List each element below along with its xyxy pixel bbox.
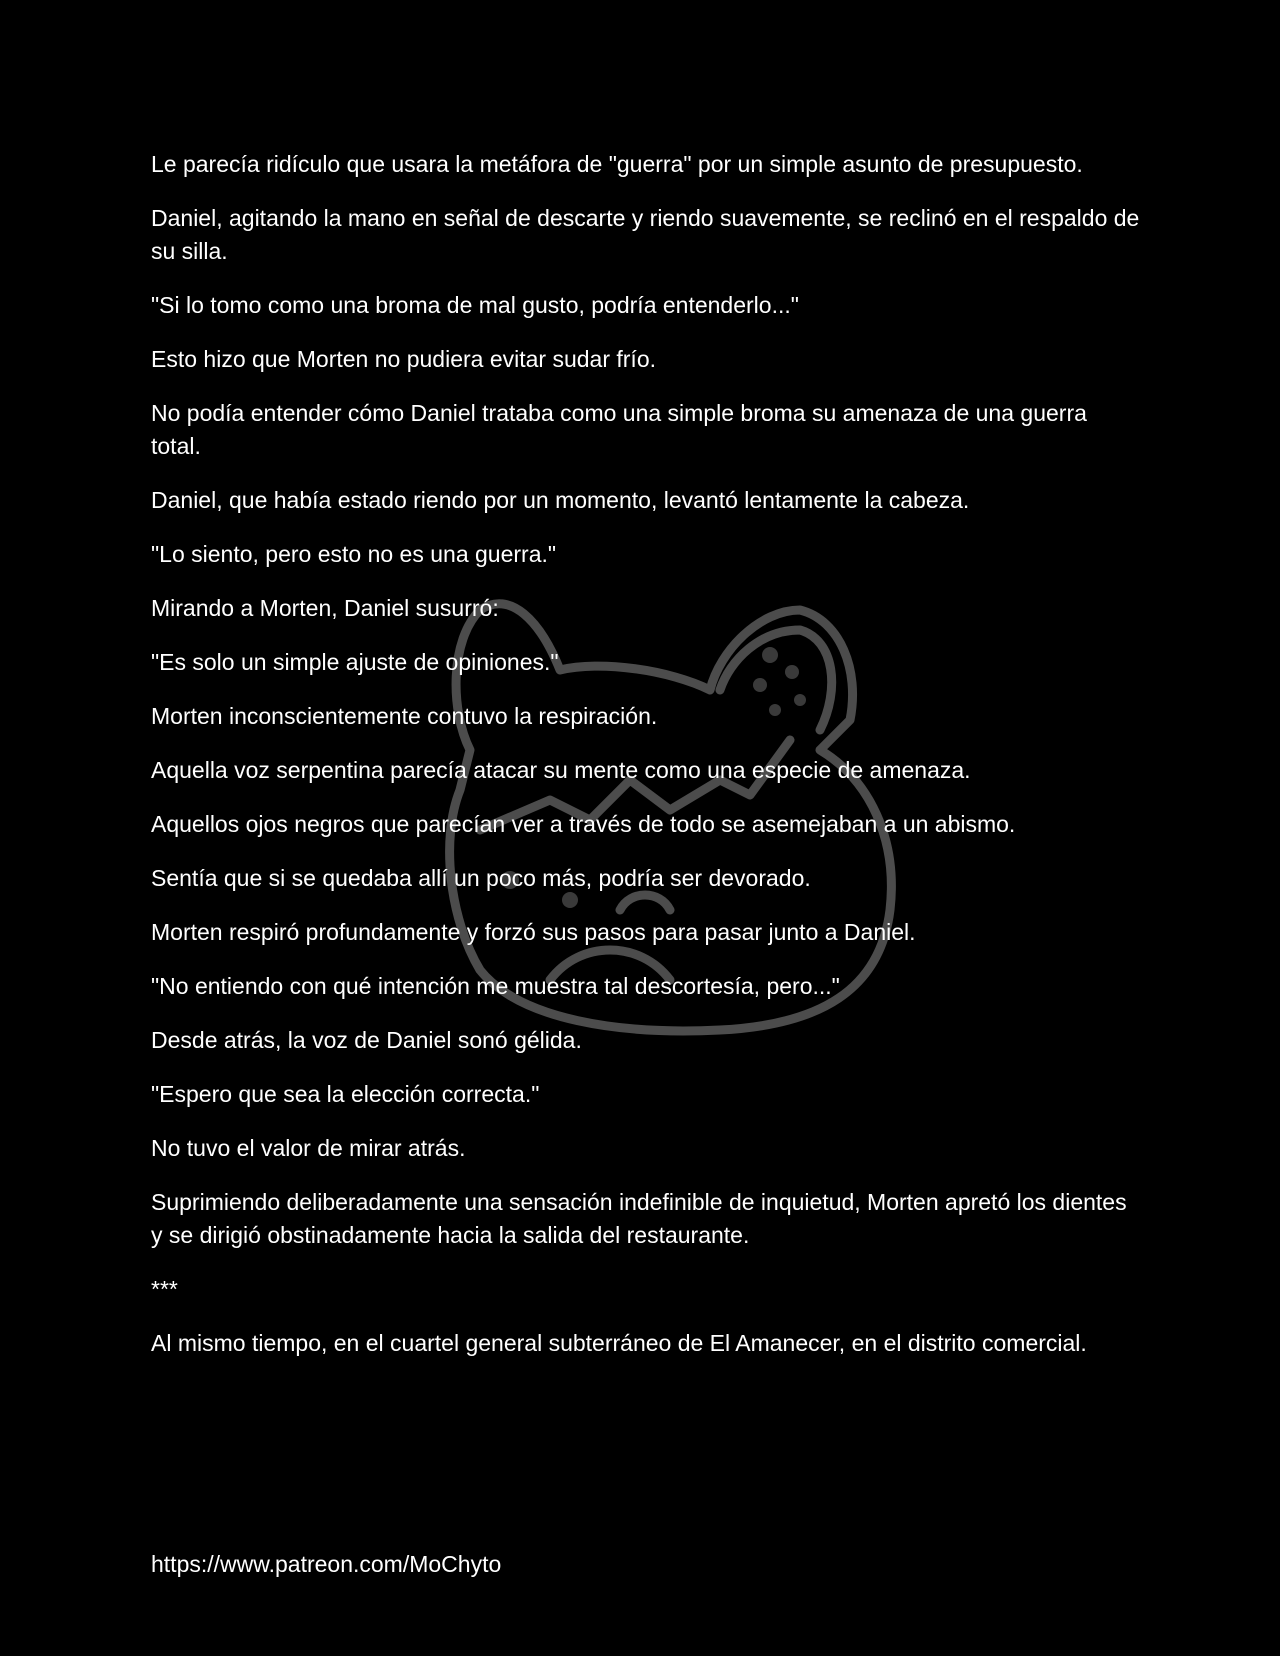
paragraph: No tuvo el valor de mirar atrás. xyxy=(151,1135,466,1161)
paragraph: "Si lo tomo como una broma de mal gusto, podría entenderlo..." xyxy=(151,292,799,318)
paragraph: "Espero que sea la elección correcta." xyxy=(151,1081,540,1107)
paragraph: "No entiendo con qué intención me muestra tal descortesía, pero..." xyxy=(151,973,840,999)
paragraph: Mirando a Morten, Daniel susurró: xyxy=(151,595,499,621)
paragraph: Aquella voz serpentina parecía atacar su mente como una especie de amenaza. xyxy=(151,757,971,783)
scene-break: *** xyxy=(151,1276,178,1302)
paragraph: Daniel, que había estado riendo por un momento, levantó lentamente la cabeza. xyxy=(151,487,970,513)
paragraph: No podía entender cómo Daniel trataba como una simple broma su amenaza de una guerra total. xyxy=(151,400,1087,459)
paragraph: Al mismo tiempo, en el cuartel general subterráneo de El Amanecer, en el distrito comercial. xyxy=(151,1330,1087,1356)
paragraph: Aquellos ojos negros que parecían ver a través de todo se asemejaban a un abismo. xyxy=(151,811,1016,837)
paragraph: Sentía que si se quedaba allí un poco más, podría ser devorado. xyxy=(151,865,811,891)
chapter-text xyxy=(151,148,1141,1381)
paragraph: Esto hizo que Morten no pudiera evitar sudar frío. xyxy=(151,346,657,372)
paragraph: Morten inconscientemente contuvo la respiración. xyxy=(151,703,658,729)
patreon-link[interactable]: https://www.patreon.com/MoChyto xyxy=(151,1551,502,1577)
paragraph: Daniel, agitando la mano en señal de descarte y riendo suavemente, se reclinó en el respaldo de su silla. xyxy=(151,205,1140,264)
paragraph: Desde atrás, la voz de Daniel sonó gélida. xyxy=(151,1027,582,1053)
paragraph: Le parecía ridículo que usara la metáfora de "guerra" por un simple asunto de presupuesto. xyxy=(151,151,1083,177)
paragraph: "Es solo un simple ajuste de opiniones." xyxy=(151,649,559,675)
paragraph: "Lo siento, pero esto no es una guerra." xyxy=(151,541,557,567)
paragraph: Morten respiró profundamente y forzó sus pasos para pasar junto a Daniel. xyxy=(151,919,916,945)
paragraph: Suprimiendo deliberadamente una sensación indefinible de inquietud, Morten apretó los dientes y se dirigió obstinadamente hacia la salida del restaurante. xyxy=(151,1189,1127,1248)
